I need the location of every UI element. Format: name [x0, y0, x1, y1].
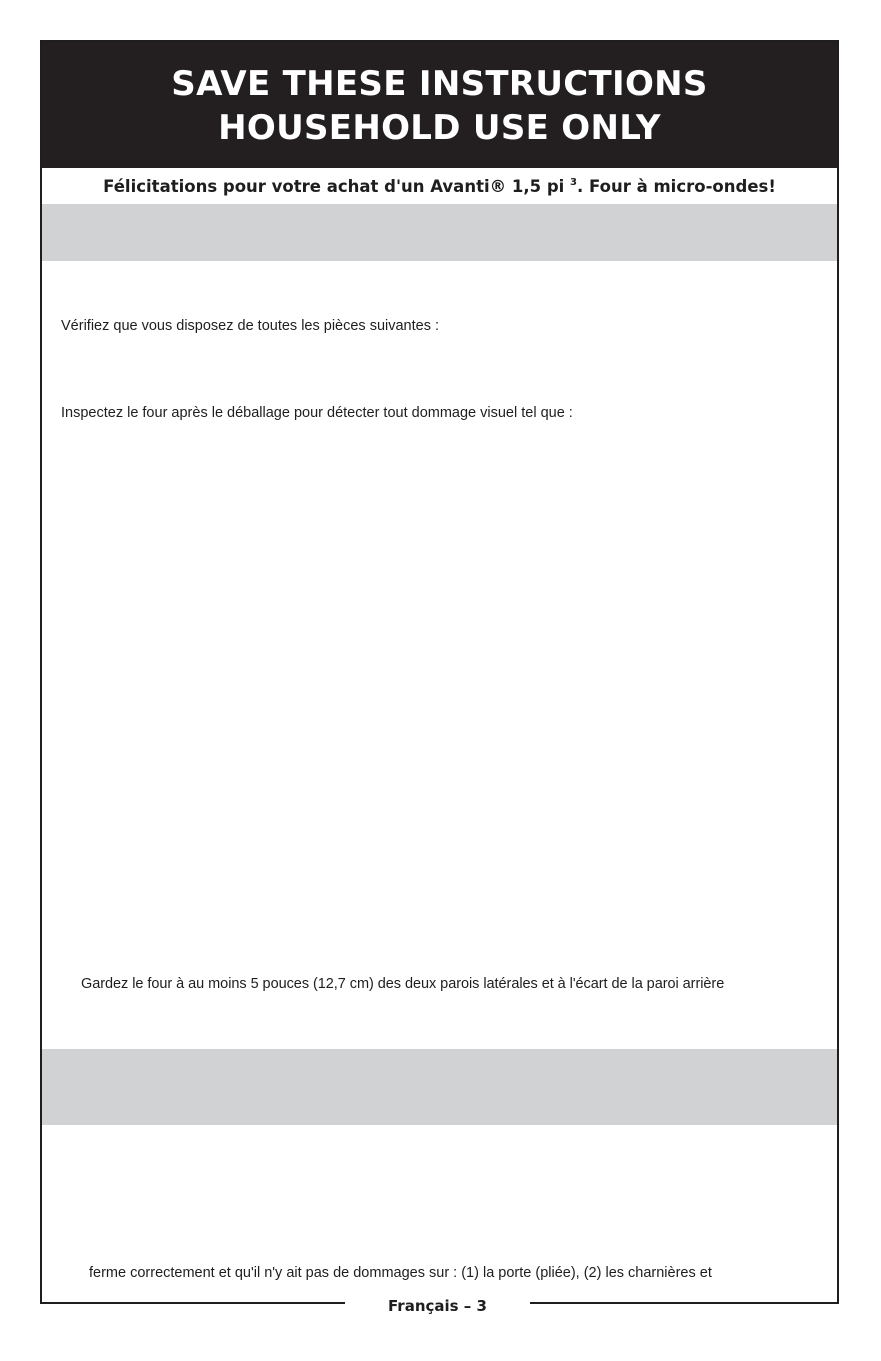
- section-header-band-2: [42, 1049, 837, 1125]
- section-header-band: [42, 204, 837, 261]
- clearance-text: Gardez le four à au moins 5 pouces (12,7 cm) des deux parois latérales et à l'écart de la paroi arrière: [81, 976, 725, 992]
- congratulations-subtitle: [42, 175, 837, 199]
- header-banner: [42, 42, 837, 168]
- inspect-oven-text: Inspectez le four après le déballage pour détecter tout dommage visuel tel que :: [61, 405, 573, 421]
- page-frame: [40, 40, 839, 1304]
- header-title-line-1: SAVE THESE INSTRUCTIONS: [171, 64, 708, 104]
- cubic-superscript: 3: [570, 177, 578, 188]
- subtitle-text-end: . Four à micro-ondes!: [577, 177, 776, 196]
- page-number-footer: Français – 3: [388, 1297, 487, 1315]
- door-check-text: ferme correctement et qu'il n'y ait pas de dommages sur : (1) la porte (pliée), (2) les charnières et: [89, 1265, 712, 1281]
- header-title-line-2: HOUSEHOLD USE ONLY: [218, 108, 661, 148]
- check-parts-text: Vérifiez que vous disposez de toutes les pièces suivantes :: [61, 318, 440, 334]
- subtitle-text: Félicitations pour votre achat d'un Avanti® 1,5 pi: [103, 177, 571, 196]
